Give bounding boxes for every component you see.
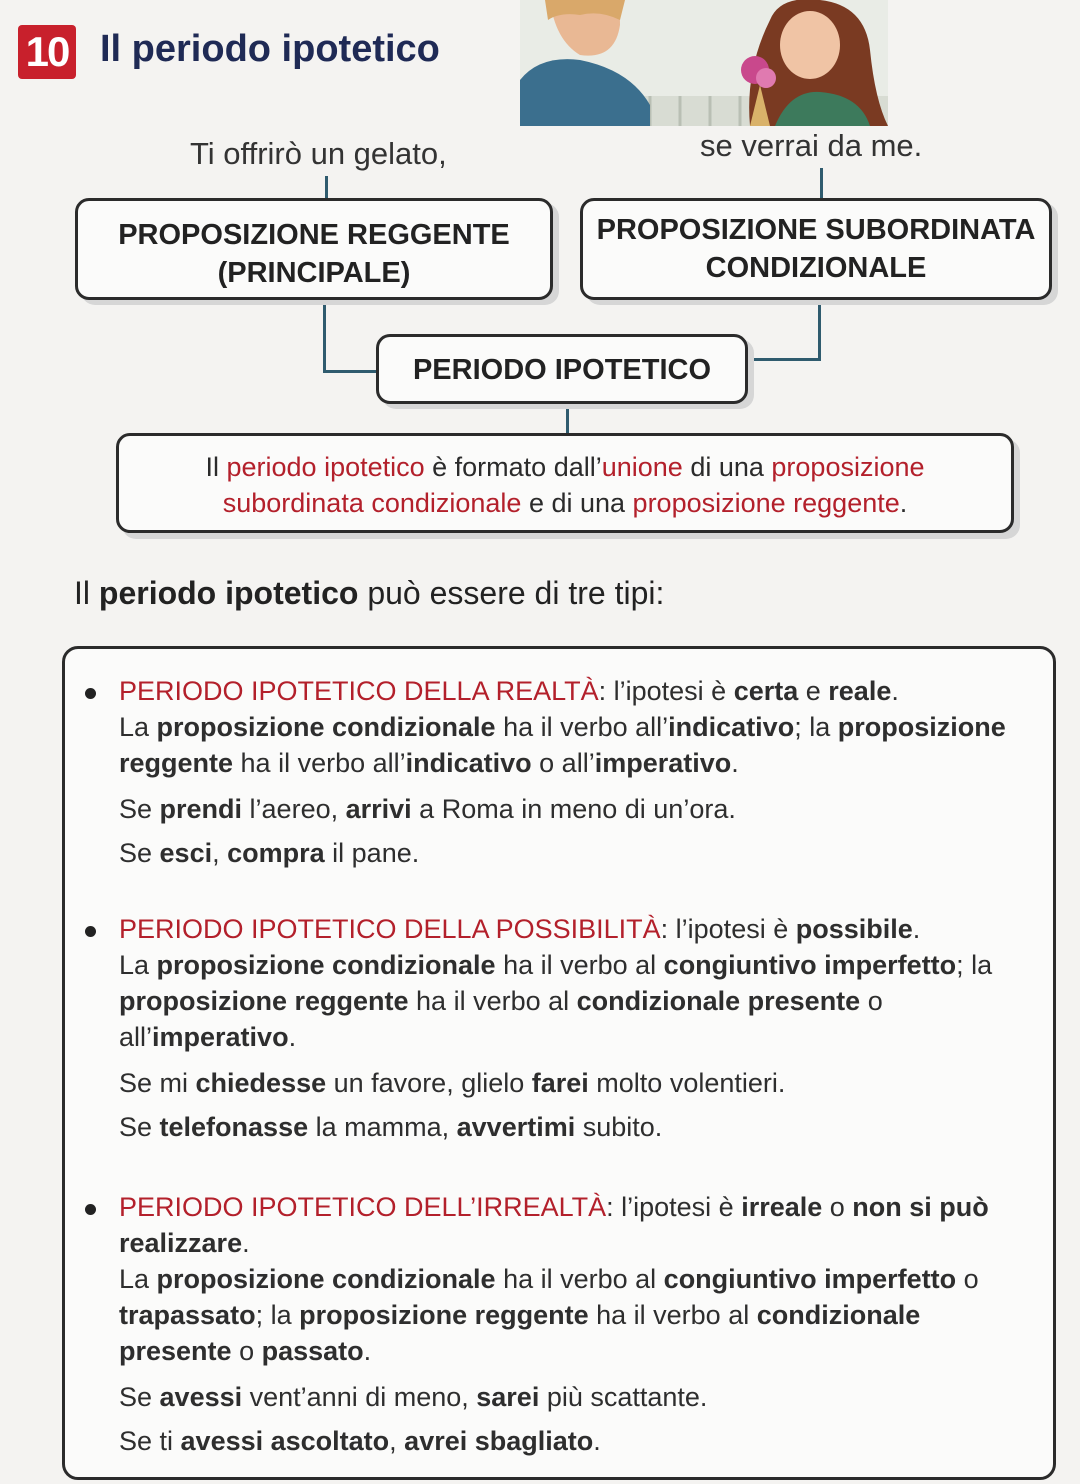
- keyword: trapassato: [119, 1300, 256, 1330]
- text: vent’anni di meno,: [242, 1382, 477, 1412]
- keyword: proposizione reggente: [119, 986, 409, 1016]
- text: .: [363, 1336, 372, 1366]
- main-clause-label-line1: PROPOSIZIONE REGGENTE: [118, 219, 510, 251]
- text: di una: [682, 452, 772, 482]
- text: l’aereo,: [242, 794, 346, 824]
- example-sentence: [119, 1061, 1029, 1105]
- keyword: non si può realizzare: [119, 1192, 989, 1258]
- keyword: periodo ipotetico: [98, 575, 359, 611]
- text: ha il verbo al: [408, 986, 577, 1016]
- text: o: [822, 1192, 853, 1222]
- type-description: [119, 673, 1029, 781]
- hypothetical-period-box: [376, 334, 748, 404]
- text: .: [899, 488, 908, 518]
- text: La: [119, 712, 157, 742]
- types-box: [62, 646, 1056, 1480]
- keyword: indicativo: [668, 712, 795, 742]
- keyword: avrei sbagliato: [404, 1426, 594, 1456]
- definition-box: [116, 433, 1014, 533]
- connector-line: [323, 370, 379, 373]
- keyword: certa: [733, 676, 799, 706]
- keyword: prendi: [159, 794, 243, 824]
- text: è formato dall’: [424, 452, 602, 482]
- text: Se: [119, 1382, 160, 1412]
- type-description: [119, 1189, 1029, 1369]
- text: e di una: [521, 488, 633, 518]
- keyword: presente: [119, 1336, 232, 1366]
- text: .: [891, 676, 899, 706]
- text: : l’ipotesi è: [660, 914, 796, 944]
- text: La: [119, 1264, 157, 1294]
- connector-line: [746, 358, 821, 361]
- text: : l’ipotesi è: [606, 1192, 742, 1222]
- text: .: [731, 748, 739, 778]
- keyword: avessi ascoltato: [180, 1426, 390, 1456]
- text: .: [242, 1228, 250, 1258]
- type-heading: PERIODO IPOTETICO DELLA REALTÀ: [119, 676, 599, 706]
- text: Il: [74, 575, 99, 611]
- text: .: [912, 914, 921, 944]
- text: ha il verbo al: [495, 950, 664, 980]
- text: può essere di tre tipi:: [358, 575, 665, 611]
- text: ha il verbo al: [588, 1300, 757, 1330]
- text: e: [798, 676, 829, 706]
- text: un favore, glielo: [326, 1068, 532, 1098]
- intro-sentence: [74, 575, 664, 612]
- bullet-icon: [85, 1204, 96, 1215]
- keyword: sarei: [476, 1382, 540, 1412]
- text: subito.: [575, 1112, 663, 1142]
- connector-line: [325, 176, 328, 200]
- text: o all’: [531, 748, 595, 778]
- keyword: proposizione reggente: [632, 488, 900, 518]
- text: ; la: [794, 712, 838, 742]
- keyword: proposizione reggente: [299, 1300, 589, 1330]
- main-clause-label-line2: (PRINCIPALE): [217, 257, 411, 289]
- examples: [119, 1375, 1029, 1463]
- text: o all’: [119, 986, 883, 1052]
- connector-line: [820, 168, 823, 200]
- main-clause-example: Ti offrirò un gelato,: [190, 136, 447, 171]
- conditional-clause-example: se verrai da me.: [700, 128, 923, 163]
- text: la mamma,: [308, 1112, 457, 1142]
- keyword: proposizione condizionale: [156, 950, 496, 980]
- type-heading: PERIODO IPOTETICO DELLA POSSIBILITÀ: [119, 914, 661, 944]
- illustration-boy-girl-gelato: [520, 0, 888, 126]
- keyword: proposizione condizionale: [156, 712, 496, 742]
- examples: [119, 1061, 1029, 1149]
- text: Se: [119, 838, 160, 868]
- keyword: avessi: [159, 1382, 243, 1412]
- text: Il: [205, 452, 227, 482]
- keyword: congiuntivo imperfetto: [663, 1264, 957, 1294]
- text: ,: [389, 1426, 405, 1456]
- keyword: esci: [159, 838, 213, 868]
- keyword: condizionale: [756, 1300, 921, 1330]
- conditional-clause-box: [580, 198, 1052, 300]
- type-description: [119, 911, 1029, 1055]
- text: Se: [119, 794, 160, 824]
- examples: [119, 787, 1029, 875]
- keyword: proposizione reggente: [119, 712, 1006, 778]
- connector-line: [566, 402, 569, 436]
- keyword: indicativo: [405, 748, 532, 778]
- text: ; la: [255, 1300, 300, 1330]
- section-number-badge: 10: [18, 25, 76, 79]
- keyword: condizionale presente: [576, 986, 861, 1016]
- keyword: irreale: [741, 1192, 823, 1222]
- keyword: imperativo: [594, 748, 732, 778]
- text: o: [231, 1336, 262, 1366]
- text: .: [288, 1022, 297, 1052]
- keyword: farei: [531, 1068, 589, 1098]
- keyword: telefonasse: [159, 1112, 309, 1142]
- type-reality: [119, 673, 1029, 875]
- text: più scattante.: [539, 1382, 708, 1412]
- main-clause-box: [75, 198, 553, 300]
- keyword: periodo ipotetico: [226, 452, 425, 482]
- keyword: compra: [227, 838, 325, 868]
- keyword: avvertimi: [456, 1112, 576, 1142]
- example-sentence: [119, 831, 1029, 875]
- keyword: possibile: [795, 914, 913, 944]
- conditional-clause-label-line2: CONDIZIONALE: [705, 252, 927, 284]
- keyword: passato: [261, 1336, 364, 1366]
- text: ,: [212, 838, 228, 868]
- conditional-clause-label-line1: PROPOSIZIONE SUBORDINATA: [596, 214, 1036, 246]
- keyword: arrivi: [345, 794, 412, 824]
- text: Se mi: [119, 1068, 196, 1098]
- connector-line: [323, 300, 326, 372]
- example-sentence: [119, 1375, 1029, 1419]
- keyword: proposizione condizionale: [156, 1264, 496, 1294]
- text: La: [119, 950, 157, 980]
- text: molto volentieri.: [588, 1068, 786, 1098]
- type-possibility: [119, 911, 1029, 1149]
- text: a Roma in meno di un’ora.: [411, 794, 736, 824]
- text: ha il verbo all’: [233, 748, 406, 778]
- type-heading: PERIODO IPOTETICO DELL’IRREALTÀ: [119, 1192, 607, 1222]
- keyword: reale: [828, 676, 892, 706]
- keyword: chiedesse: [195, 1068, 327, 1098]
- keyword: imperativo: [152, 1022, 289, 1052]
- text: : l’ipotesi è: [598, 676, 734, 706]
- example-sentence: [119, 1105, 1029, 1149]
- text: il pane.: [324, 838, 420, 868]
- keyword: proposizione subordinata condizionale: [222, 452, 925, 518]
- text: o: [956, 1264, 979, 1294]
- text: .: [593, 1426, 601, 1456]
- text: Se: [119, 1112, 160, 1142]
- text: ha il verbo all’: [495, 712, 669, 742]
- example-sentence: [119, 1419, 1029, 1463]
- connector-line: [818, 300, 821, 360]
- text: Se ti: [119, 1426, 181, 1456]
- bullet-icon: [85, 926, 96, 937]
- example-sentence: [119, 787, 1029, 831]
- hypothetical-period-label: PERIODO IPOTETICO: [412, 354, 712, 386]
- type-unreality: [119, 1189, 1029, 1463]
- bullet-icon: [85, 688, 96, 699]
- text: ha il verbo al: [495, 1264, 664, 1294]
- keyword: congiuntivo imperfetto: [663, 950, 957, 980]
- text: ; la: [956, 950, 993, 980]
- page-title: Il periodo ipotetico: [100, 28, 440, 70]
- keyword: unione: [601, 452, 683, 482]
